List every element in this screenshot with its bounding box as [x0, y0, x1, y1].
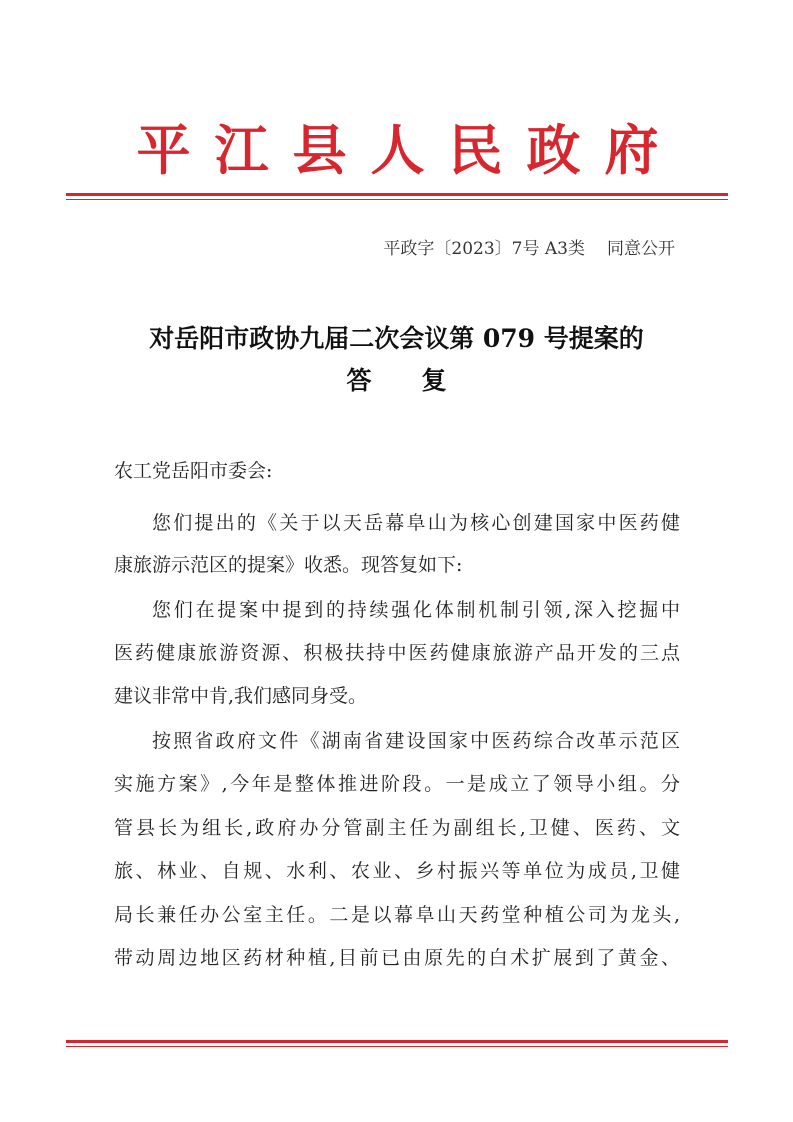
- body-line: 管县长为组长,政府办分管副主任为副组长,卫健、医药、文: [114, 817, 680, 839]
- body-line: 您们提出的《关于以天岳幕阜山为核心创建国家中医药健: [152, 512, 680, 534]
- body-line: 康旅游示范区的提案》收悉。现答复如下:: [114, 554, 463, 576]
- body-line: 局长兼任办公室主任。二是以幕阜山天药堂种植公司为龙头,: [114, 904, 680, 926]
- body-line: 建议非常中肯,我们感同身受。: [114, 685, 368, 707]
- body-line: 实施方案》,今年是整体推进阶段。一是成立了领导小组。分: [114, 773, 680, 795]
- recipient-salutation: 农工党岳阳市委会:: [114, 460, 273, 482]
- footer-divider-thin: [66, 1046, 728, 1047]
- footer-divider-thick: [66, 1040, 728, 1043]
- body-line: 医药健康旅游资源、积极扶持中医药健康旅游产品开发的三点: [114, 642, 680, 664]
- body-line: 您们在提案中提到的持续强化体制机制引领,深入挖掘中: [152, 599, 680, 621]
- body-line: 带动周边地区药材种植,目前已由原先的白术扩展到了黄金、: [114, 947, 680, 969]
- document-title-line-2: 答复: [346, 366, 497, 395]
- body-line: 旅、林业、自规、水利、农业、乡村振兴等单位为成员,卫健: [114, 860, 680, 882]
- disclosure-status: 同意公开: [607, 239, 675, 259]
- masthead-title: 平江县人民政府: [136, 118, 683, 182]
- document-number-line: [383, 238, 675, 260]
- masthead-divider-thick: [66, 193, 728, 196]
- masthead-divider-thin: [66, 199, 728, 200]
- document-title-line-1: 对岳阳市政协九届二次会议第 079 号提案的: [149, 324, 644, 353]
- document-code: 平政字〔2023〕7号 A3类: [383, 239, 585, 259]
- body-line: 按照省政府文件《湖南省建设国家中医药综合改革示范区: [152, 730, 680, 752]
